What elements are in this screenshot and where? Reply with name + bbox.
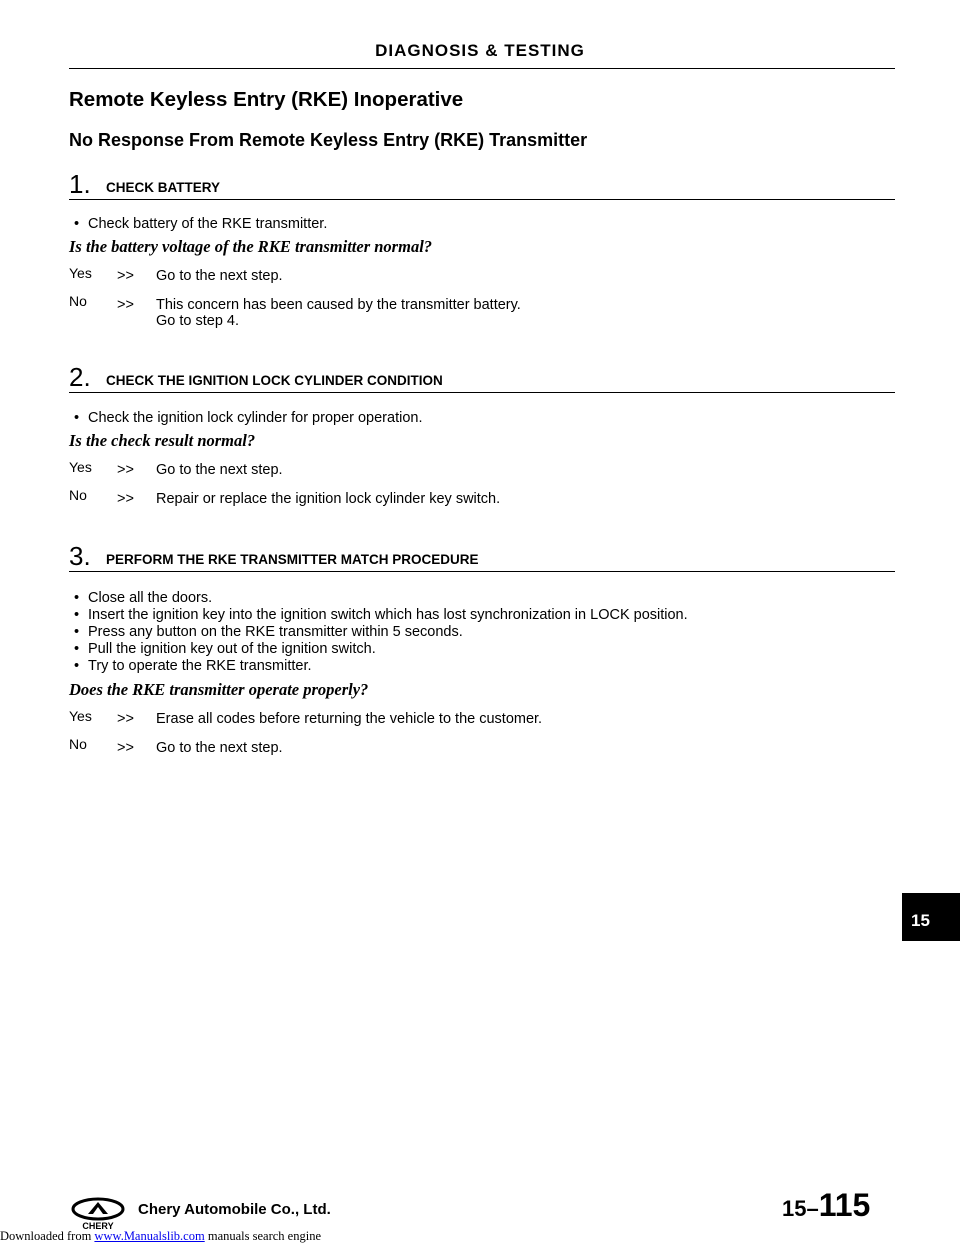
page-number (782, 1187, 870, 1224)
header-rule (69, 68, 895, 69)
answer-text (117, 740, 283, 756)
answer-action: This concern has been caused by the transmitter battery. (156, 297, 521, 313)
step-title: CHECK THE IGNITION LOCK CYLINDER CONDITION (106, 373, 443, 388)
answer-arrow: >> (117, 491, 134, 507)
bullet-item (74, 624, 463, 640)
bullet-item (74, 590, 212, 606)
answer-key-no: No (69, 736, 87, 752)
answer-text (117, 462, 283, 478)
header-title: DIAGNOSIS & TESTING (375, 41, 585, 60)
bullet-dot: • (74, 590, 80, 606)
answer-action: Go to the next step. (156, 268, 283, 284)
step-question: Is the check result normal? (69, 431, 256, 450)
bullet-item (74, 410, 422, 426)
manualslib-link[interactable]: www.Manualslib.com (94, 1229, 205, 1243)
chery-logo-icon (68, 1196, 128, 1232)
bullet-dot: • (74, 410, 80, 426)
bullet-dot: • (74, 658, 80, 674)
bullet-text: Check battery of the RKE transmitter. (88, 216, 328, 232)
answer-continuation: Go to step 4. (156, 313, 240, 329)
answer-action: Erase all codes before returning the vehicle to the customer. (156, 711, 543, 727)
bullet-text: Try to operate the RKE transmitter. (88, 658, 312, 674)
bullet-item (74, 216, 327, 232)
answer-arrow: >> (117, 740, 134, 756)
answer-action: Repair or replace the ignition lock cylinder key switch. (156, 491, 501, 507)
answer-key-no: No (69, 487, 87, 503)
step-2-heading (69, 362, 895, 393)
answer-key-no: No (69, 293, 87, 309)
bullet-dot: • (74, 624, 80, 640)
section-tab-label: 15 (911, 911, 930, 930)
logo-text: CHERY (82, 1221, 114, 1231)
bullet-text: Press any button on the RKE transmitter within 5 seconds. (88, 624, 463, 640)
bullet-dot: • (74, 607, 80, 623)
bullet-item (74, 658, 312, 674)
answer-arrow: >> (117, 297, 134, 313)
bullet-text: Close all the doors. (88, 590, 213, 606)
company-name: Chery Automobile Co., Ltd. (138, 1201, 331, 1218)
bullet-dot: • (74, 216, 80, 232)
answer-action: Go to the next step. (156, 740, 283, 756)
answer-key-yes: Yes (69, 459, 92, 475)
step-question: Is the battery voltage of the RKE transmitter normal? (69, 237, 433, 256)
step-number: 1. (69, 169, 91, 199)
section-tab[interactable] (902, 893, 960, 941)
bullet-text: Pull the ignition key out of the ignition switch. (88, 641, 376, 657)
step-question: Does the RKE transmitter operate properly? (69, 680, 369, 699)
answer-action: Go to the next step. (156, 462, 283, 478)
answer-key-yes: Yes (69, 708, 92, 724)
answer-arrow: >> (117, 268, 134, 284)
download-prefix: Downloaded from (0, 1229, 95, 1243)
step-3-heading (69, 541, 895, 572)
step-title: PERFORM THE RKE TRANSMITTER MATCH PROCEDURE (106, 552, 479, 567)
answer-key-yes: Yes (69, 265, 92, 281)
download-suffix: manuals search engine (204, 1229, 321, 1243)
bullet-dot: • (74, 641, 80, 657)
answer-text (117, 268, 283, 284)
page-title: Remote Keyless Entry (RKE) Inoperative (69, 88, 464, 111)
bullet-item (74, 607, 688, 623)
answer-text (117, 711, 542, 727)
page-num: 115 (818, 1187, 871, 1223)
bullet-text: Check the ignition lock cylinder for proper operation. (88, 410, 423, 426)
answer-arrow: >> (117, 462, 134, 478)
step-1-heading (69, 169, 895, 200)
page-prefix: 15– (782, 1196, 819, 1221)
answer-arrow: >> (117, 711, 134, 727)
answer-text (117, 297, 521, 329)
bullet-text: Insert the ignition key into the ignition switch which has lost synchronization in LOCK position. (88, 607, 688, 623)
step-number: 3. (69, 541, 91, 571)
page-subtitle: No Response From Remote Keyless Entry (RKE) Transmitter (69, 130, 588, 150)
step-number: 2. (69, 362, 91, 392)
bullet-item (74, 641, 376, 657)
answer-text (117, 491, 500, 507)
step-title: CHECK BATTERY (106, 180, 220, 195)
